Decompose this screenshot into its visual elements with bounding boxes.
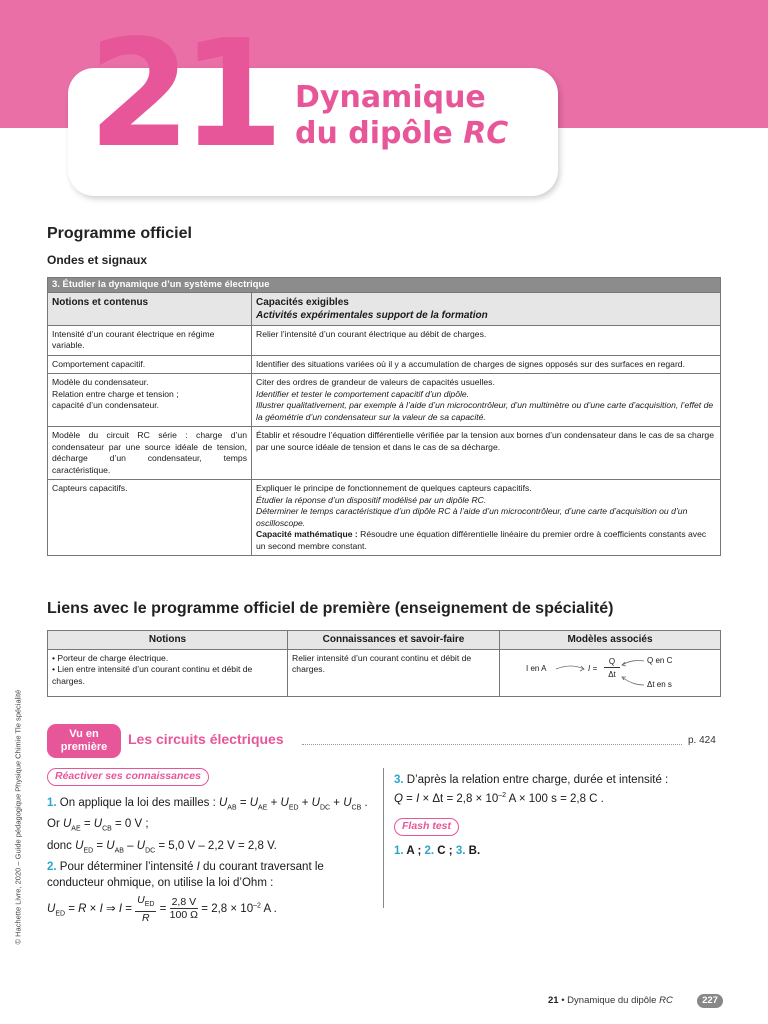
liens-connaissances-cell: Relier intensité d’un courant continu et débit de charges. [288,649,500,696]
liens-header-connaissances: Connaissances et savoir-faire [288,631,500,650]
liens-heading: Liens avec le programme officiel de première (enseignement de spécialité) [47,600,614,617]
table-row [48,480,721,556]
model-diagram [504,653,704,693]
capacite-cell: Citer des ordres de grandeur de valeurs de capacités usuelles. Identifier et tester le comportement capacitif d’un dipôle. Illustrer qualitativement, par exemple à l’aide d’un microcontrôleur, d’un multimètre ou d’une carte d’acquisition, l’effet de la géométrie d’un condensateur sur la valeur de sa capacité. [252,374,721,427]
page-footer: 21 • Dynamique du dipôle RC [548,995,673,1006]
programme-subheading: Ondes et signaux [47,253,148,267]
flash-test-tag: Flash test [394,818,459,836]
programme-table [47,277,721,556]
capacite-cell: Identifier des situations variées où il y a accumulation de charges de signes opposés sur des surfaces en regard. [252,355,721,374]
page-reference: p. 424 [688,735,716,746]
diagram-left-label: I en A [526,663,547,673]
notion-cell: Modèle du circuit RC série : charge d’un condensateur par une source idéale de tension, décharge d’un condensateur, temps caractéristique. [48,427,252,480]
notion-cell: Intensité d’un courant électrique en régime variable. [48,325,252,355]
flash-test-answers: 1. A ; 2. C ; 3. B. [394,845,481,857]
title-line-2: du dipôle RC [295,116,509,151]
col-header-notions: Notions et contenus [48,292,252,325]
section-title: 3. Étudier la dynamique d’un système électrique [48,278,721,293]
notion-cell: Modèle du condensateur. Relation entre charge et tension ; capacité d’un condensateur. [48,374,252,427]
chapter-number: 21 [88,8,274,180]
table-row [48,374,721,427]
table-row [48,427,721,480]
column-divider [383,768,384,908]
notion-cell: Comportement capacitif. [48,355,252,374]
diagram-equation-lhs: I = [588,663,598,673]
model-diagram-cell [500,649,721,696]
section-title-circuits: Les circuits électriques [128,731,284,747]
diagram-numerator: Q [604,656,620,669]
chapter-title [295,80,508,152]
reactiver-content-q3: 3. D’après la relation entre charge, durée et intensité : $Q = I \times \Delta t = 2,8 \times 10^{-2}$ A × 100 s = 2,8 C . [394,774,669,805]
reactiver-tag: Réactiver ses connaissances [47,768,209,786]
diagram-right-top: Q en C [647,655,673,665]
table-row [48,355,721,374]
programme-heading: Programme officiel [47,225,192,242]
liens-notions-cell: • Porteur de charge électrique. • Lien entre intensité d’un courant continu et débit de charges. [48,649,288,696]
notion-cell: Capteurs capacitifs. [48,480,252,556]
col-header-capacites: Capacités exigibles Activités expérimentales support de la formation [252,292,721,325]
capacite-cell: Établir et résoudre l’équation différentielle vérifiée par la tension aux bornes d’un condensateur dans le cas de sa charge par une source idéale de tension et dans le cas de sa décharge. [252,427,721,480]
dotted-leader [302,744,682,745]
liens-header-modeles: Modèles associés [500,631,721,650]
copyright-side-text: © Hachette Livre, 2020 – Guide pédagogique Physique Chimie Tle spécialité [13,689,23,945]
reactiver-content: 1. On applique la loi des mailles : $U_{AB} = U_{AE} + U_{ED} + U_{DC} + U_{CB}$ . Or $U_{AE} = U_{CB} = 0$ V ; donc $U_{ED} = U_{AB} - U_{DC} = 5,0$ V – 2,2 V = 2,8 V. 2. Pour déterminer l’intensité I du courant traversant le conducteur ohmique, on utilise la loi d’Ohm : $U_{ED} = R \times I$ ⇒ I = $\frac{U_{ED}}{R}$ = $\frac{2,8 V}{100 \Omega}$ = $2,8 \times 10^{-2}$ A . [47,797,368,924]
vu-en-premiere-badge: Vu en première [47,724,121,758]
page-number: 227 [697,994,723,1008]
table-row [48,325,721,355]
table-row [48,649,721,696]
title-line-1: Dynamique [295,80,486,115]
capacite-cell: Expliquer le principe de fonctionnement de quelques capteurs capacitifs. Étudier la réponse d’un dispositif modélisé par un dipôle RC. Déterminer le temps caractéristique d’un dipôle RC à l’aide d’un microcontrôleur, d’une carte d’acquisition ou d’un oscilloscope. Capacité mathématique : Résoudre une équation différentielle linéaire du premier ordre à coefficients constants avec un second membre constant. [252,480,721,556]
liens-header-notions: Notions [48,631,288,650]
diagram-right-bottom: Δt en s [647,679,672,689]
capacite-cell: Relier l’intensité d’un courant électrique au débit de charges. [252,325,721,355]
liens-table [47,630,721,697]
diagram-denominator: Δt [608,669,616,679]
